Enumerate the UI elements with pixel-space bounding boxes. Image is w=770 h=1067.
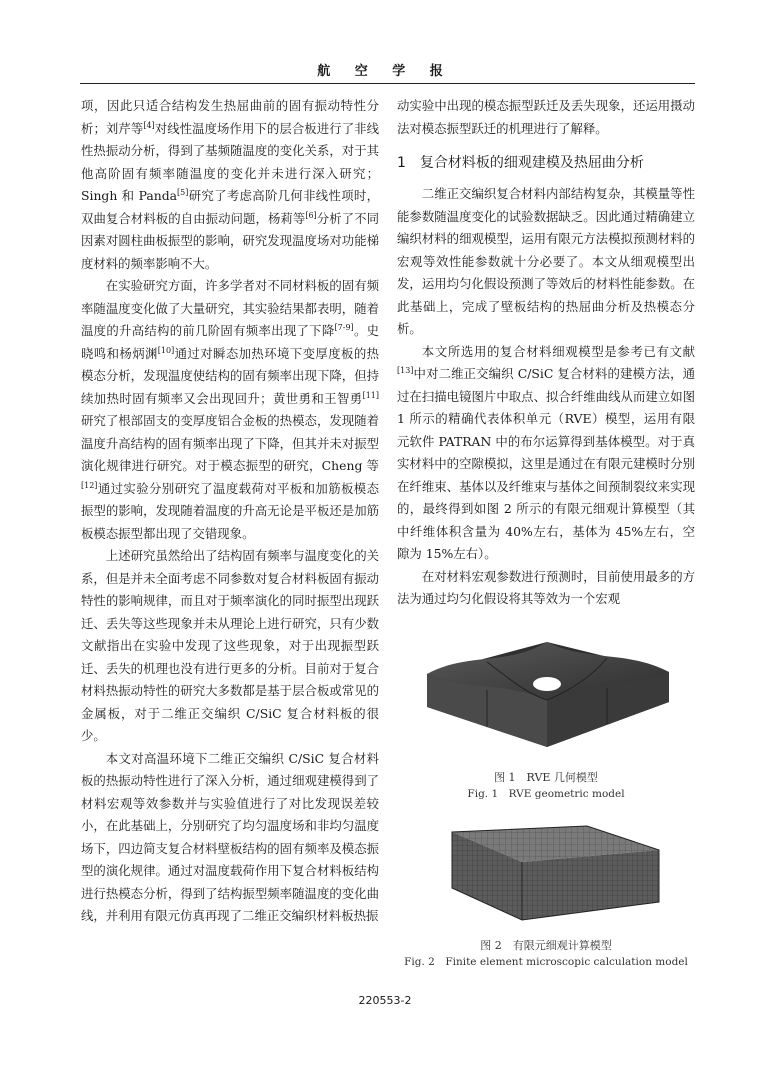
- figure-1: [397, 632, 695, 802]
- paragraph: 在实验研究方面，许多学者对不同材料板的固有频率随温度变化做了大量研究，其实验结果都表明，随着温度的升高结构的前几阶固有频率出现了下降[7-9]。史晓鸣和杨炳渊[10]通过对瞬态加热环境下变厚度板的热模态分析，发现温度使结构的固有频率出现下降，但持续加热时固有频率又会出现回升；黄世勇和王智勇[11]研究了根部固支的变厚度铝合金板的热模态，发现随着温度升高结构的固有频率出现了下降，但其并未对振型演化规律进行研究。对于模态振型的研究，Cheng 等[12]通过实验分别研究了温度载荷对平板和加筋板模态振型的影响，发现随着温度的升高无论是平板还是加筋板模态振型都出现了交错现象。: [81, 278, 380, 541]
- figure-2: [397, 820, 695, 970]
- paragraph: 项，因此只适合结构发生热屈曲前的固有振动特性分析；刘芹等[4]对线性温度场作用下的层合板进行了非线性热振动分析，得到了基频随温度的变化关系，对于其他高阶固有频率随温度的变化并未进行深入研究；Singh 和 Panda[5]研究了考虑高阶几何非线性项时，双曲复合材料板的自由振动问题，杨莉等[6]分析了不同因素对圆柱曲板振型的影响，研究发现温度场对功能梯度材料的频率影响不大。: [81, 98, 380, 271]
- paragraph: 二维正交编织复合材料内部结构复杂，其模量等性能参数随温度变化的试验数据缺乏。因此通过精确建立编织材料的细观模型，运用有限元方法模拟预测材料的宏观等效性能参数就十分必要了。本文从细观模型出发，运用均匀化假设预测了等效后的材料性能参数。在此基础上，完成了壁板结构的热屈曲分析及热模态分析。: [397, 186, 695, 336]
- fem-mesh-model-image: [397, 820, 695, 930]
- rve-geometric-model-image: [397, 632, 695, 762]
- figure-2-caption-cn: 图 2 有限元细观计算模型: [480, 939, 612, 952]
- paragraph: 本文所选用的复合材料细观模型是参考已有文献[13]中对二维正交编织 C/SiC 复合材料的建模方法，通过在扫描电镜图片中取点、拟合纤维曲线从而建立如图 1 所示的精确代表体积单元（RVE）模型，运用有限元软件 PATRAN 中的布尔运算得到基体模型。对于真实材料中的空隙模拟，这里是通过在有限元建模时分别在纤维束、基体以及纤维束与基体之间预制裂纹来实现的，最终得到如图 2 所示的有限元细观计算模型（其中纤维体积含量为 40%左右，基体为 45%左右，空隙为 15%左右）。: [397, 343, 695, 561]
- paragraph: 动实验中出现的模态振型跃迁及丢失现象，还运用摄动法对模态振型跃迁的机理进行了解释。: [397, 98, 695, 136]
- paragraph: 本文对高温环境下二维正交编织 C/SiC 复合材料板的热振动特性进行了深入分析，通过细观建模得到了材料宏观等效参数并与实验值进行了对比发现误差较小，在此基础上，分别研究了均匀温度场和非均匀温度场下，四边简支复合材料壁板结构的固有频率及模态振型的演化规律。通过对温度载荷作用下复合材料板结构进行热模态分析，得到了结构振型频率随温度的变化曲线，并利用有限元仿真再现了二维正交编织材料板热振: [81, 750, 379, 923]
- left-column: [81, 95, 379, 928]
- page-number: 220553-2: [358, 994, 412, 1007]
- journal-header: 航 空 学 报: [317, 64, 453, 79]
- header-rule: [80, 83, 695, 84]
- right-column: [397, 95, 695, 611]
- section-heading: 1 复合材料板的细观建模及热屈曲分析: [397, 155, 644, 171]
- paragraph: 上述研究虽然给出了结构固有频率与温度变化的关系，但是并未全面考虑不同参数对复合材料板固有振动特性的影响规律，而且对于频率演化的同时振型出现跃迁、丢失等这些现象并未从理论上进行研究，只有少数文献指出在实验中发现了这些现象，对于出现振型跃迁、丢失的机理也没有进行更多的分析。目前对于复合材料热振动特性的研究大多数都是基于层合板或常见的金属板，对于二维正交编织 C/SiC 复合材料板的很少。: [81, 548, 379, 743]
- figure-2-caption-en: Fig. 2 Finite element microscopic calculation model: [404, 956, 688, 968]
- paragraph: 在对材料宏观参数进行预测时，目前使用最多的方法为通过均匀化假设将其等效为一个宏观: [397, 568, 695, 606]
- figure-1-caption-en: Fig. 1 RVE geometric model: [467, 788, 625, 800]
- figure-1-caption-cn: 图 1 RVE 几何模型: [494, 771, 598, 784]
